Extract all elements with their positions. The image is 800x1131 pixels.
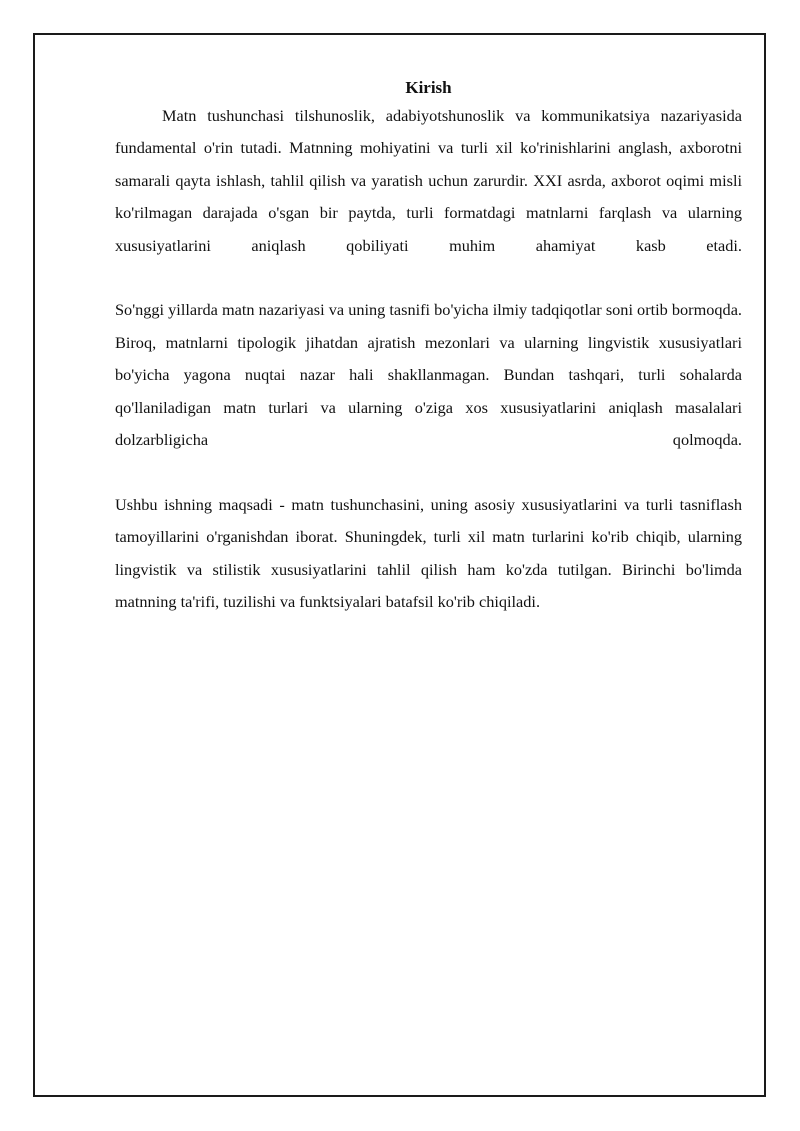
paragraph-2: So'nggi yillarda matn nazariyasi va uning tasnifi bo'yicha ilmiy tadqiqotlar soni ortib bormoqda. Biroq, matnlarni tipologik jihatdan ajratish mezonlari va ularning lingvistik xususiyatlari bo'yicha yagona nuqtai nazar hali shakllanmagan. Bundan tashqari, turli sohalarda qo'llaniladigan matn turlari va ularning o'ziga xos xususiyatlarini aniqlash masalalari dolzarbligicha qolmoqda. [115, 300, 742, 450]
paragraph-3: Ushbu ishning maqsadi - matn tushunchasini, uning asosiy xususiyatlarini va turli tasniflash tamoyillarini o'rganishdan iborat. Shuningdek, turli xil matn turlarini ko'rib chiqib, ularning lingvistik va stilistik xususiyatlarini tahlil qilish ham ko'zda tutilgan. Birinchi bo'limda matnning ta'rifi, tuzilishi va funktsiyalari batafsil ko'rib chiqiladi. [115, 494, 742, 612]
paragraph-gap [115, 262, 742, 294]
paragraph-1: Matn tushunchasi tilshunoslik, adabiyotshunoslik va kommunikatsiya nazariyasida fundamental o'rin tutadi. Matnning mohiyatini va turli xil ko'rinishlarini anglash, axborotni samarali qayta ishlash, tahlil qilish va yaratish uchun zarurdir. XXI asrda, axborot oqimi misli ko'rilmagan darajada o'sgan bir paytda, turli formatdagi matnlarni farqlash va ularning xususiyatlarini aniqlash qobiliyati muhim ahamiyat kasb etadi. [115, 106, 742, 255]
paragraph-gap [115, 456, 742, 488]
document-body [115, 76, 742, 618]
document-title: Kirish [405, 78, 452, 97]
